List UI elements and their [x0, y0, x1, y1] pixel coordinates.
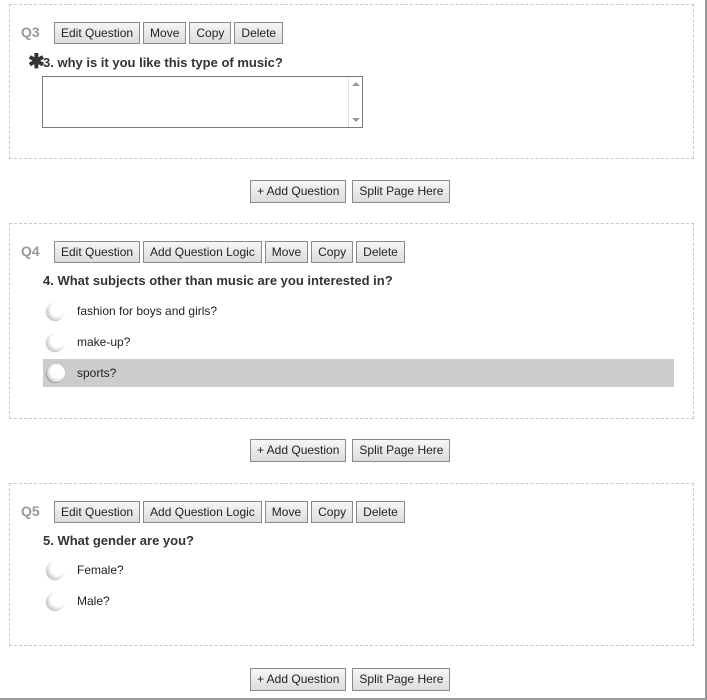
radio-button[interactable]: [47, 333, 65, 351]
question-toolbar: [54, 22, 283, 44]
scroll-down-arrow-icon[interactable]: [352, 118, 360, 122]
add-question-button[interactable]: + Add Question: [250, 180, 346, 203]
answer-textarea[interactable]: [42, 76, 363, 128]
option-label: Female?: [77, 563, 124, 577]
add-question-row: [250, 180, 450, 203]
move-button[interactable]: Move: [143, 22, 186, 44]
option-label: make-up?: [77, 335, 131, 349]
list-item[interactable]: [43, 359, 674, 387]
required-asterisk-icon: ✱: [28, 51, 45, 73]
add-question-logic-button[interactable]: Add Question Logic: [143, 501, 262, 523]
add-question-row: [250, 439, 450, 462]
option-label: sports?: [77, 366, 117, 380]
question-title: 3. why is it you like this type of music?: [43, 55, 283, 70]
delete-button[interactable]: Delete: [356, 241, 405, 263]
question-toolbar: [54, 501, 405, 523]
question-title: 4. What subjects other than music are you interested in?: [43, 273, 393, 288]
move-button[interactable]: Move: [265, 241, 308, 263]
question-number: Q4: [21, 243, 40, 259]
option-label: Male?: [77, 594, 110, 608]
list-item[interactable]: [43, 587, 674, 615]
add-question-button[interactable]: + Add Question: [250, 439, 346, 462]
copy-button[interactable]: Copy: [311, 501, 353, 523]
scroll-up-arrow-icon[interactable]: [352, 82, 360, 86]
list-item[interactable]: [43, 328, 674, 356]
delete-button[interactable]: Delete: [356, 501, 405, 523]
add-question-logic-button[interactable]: Add Question Logic: [143, 241, 262, 263]
question-title: 5. What gender are you?: [43, 533, 194, 548]
edit-question-button[interactable]: Edit Question: [54, 22, 140, 44]
move-button[interactable]: Move: [265, 501, 308, 523]
split-page-button[interactable]: Split Page Here: [352, 180, 450, 203]
option-label: fashion for boys and girls?: [77, 304, 218, 318]
copy-button[interactable]: Copy: [311, 241, 353, 263]
question-toolbar: [54, 241, 405, 263]
delete-button[interactable]: Delete: [234, 22, 283, 44]
textarea-scrollbar[interactable]: [348, 77, 362, 127]
question-number: Q3: [21, 24, 40, 40]
split-page-button[interactable]: Split Page Here: [352, 668, 450, 691]
edit-question-button[interactable]: Edit Question: [54, 501, 140, 523]
question-number: Q5: [21, 503, 40, 519]
radio-button[interactable]: [47, 364, 65, 382]
question-block-q5: [9, 483, 694, 646]
radio-button[interactable]: [47, 302, 65, 320]
radio-button[interactable]: [47, 561, 65, 579]
edit-question-button[interactable]: Edit Question: [54, 241, 140, 263]
copy-button[interactable]: Copy: [189, 22, 231, 44]
question-block-q3: [9, 4, 694, 159]
list-item[interactable]: [43, 297, 674, 325]
radio-button[interactable]: [47, 592, 65, 610]
split-page-button[interactable]: Split Page Here: [352, 439, 450, 462]
question-block-q4: [9, 223, 694, 419]
add-question-row: [250, 668, 450, 691]
list-item[interactable]: [43, 556, 674, 584]
add-question-button[interactable]: + Add Question: [250, 668, 346, 691]
